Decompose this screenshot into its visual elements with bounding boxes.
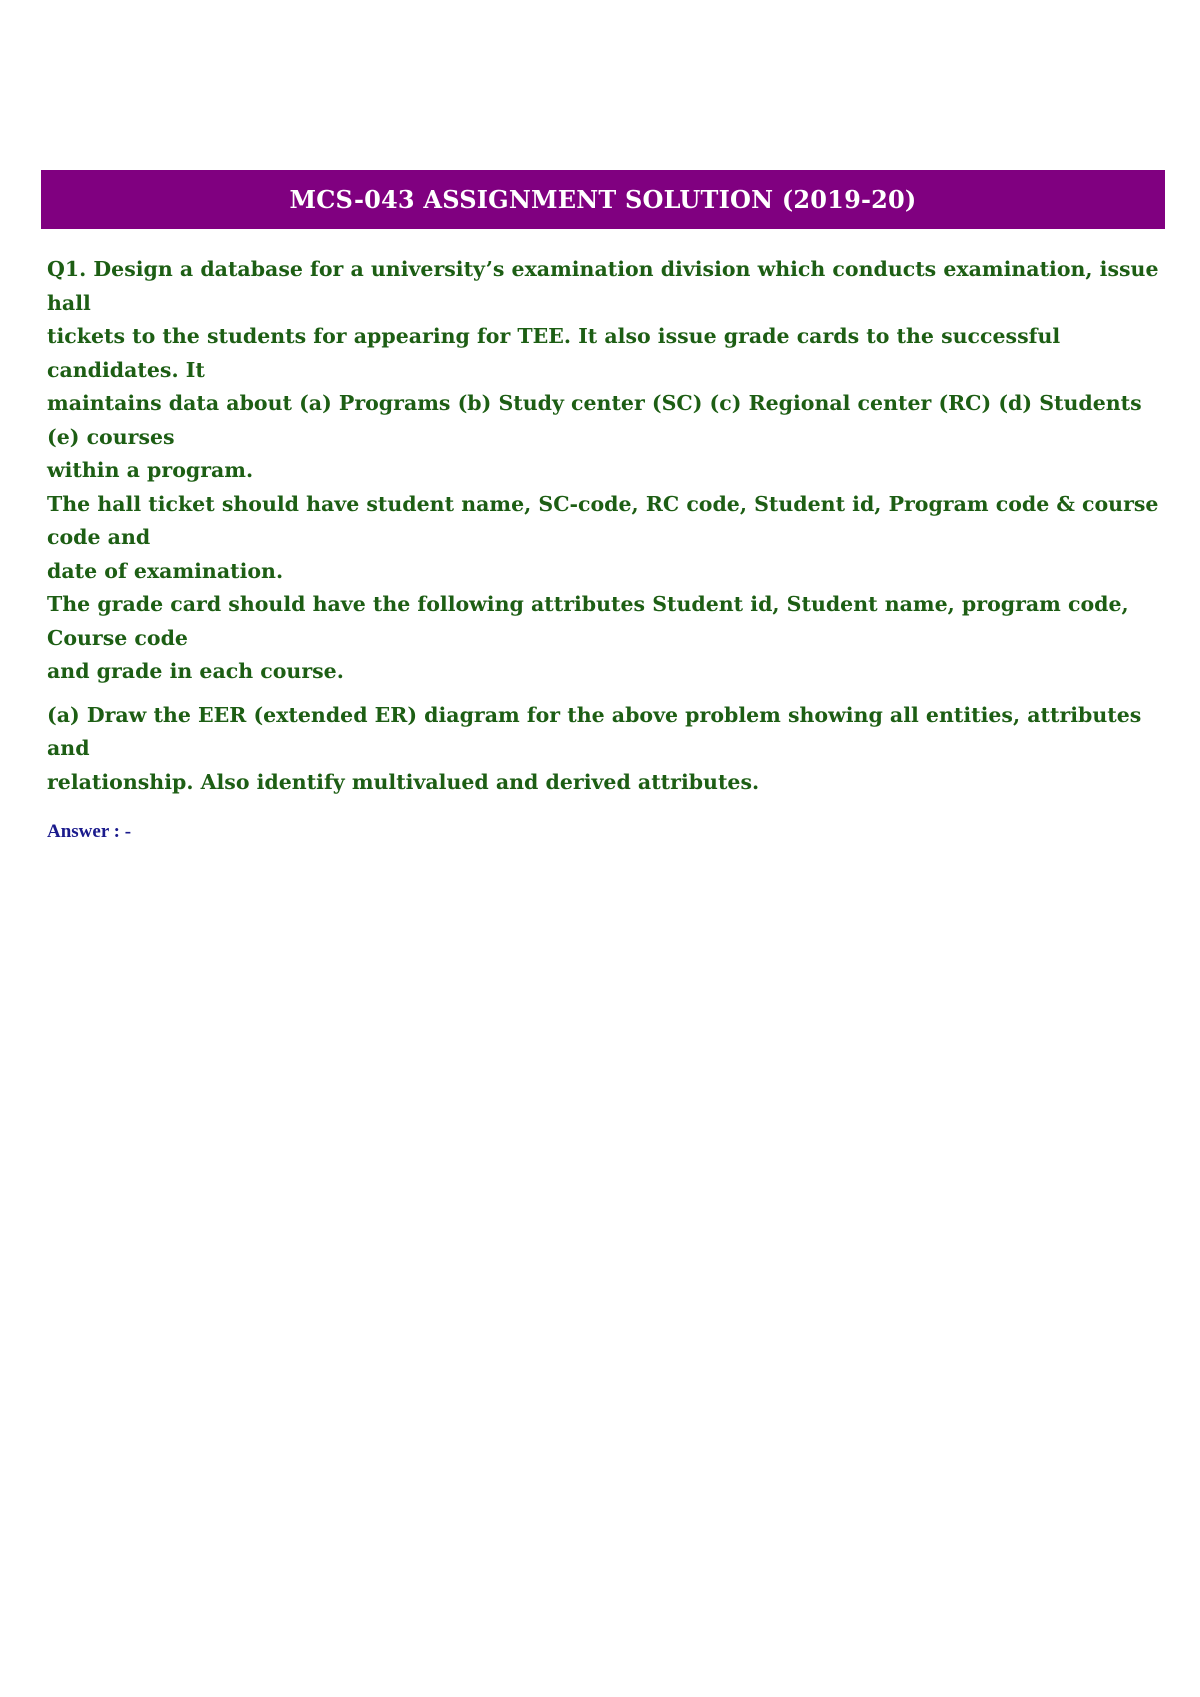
question-paragraph-2: The hall ticket should have student name, SC-code, RC code, Student id, Program code & course code and date of examination. <box>47 491 1159 583</box>
page-title: MCS-043 ASSIGNMENT SOLUTION (2019-20) <box>289 185 917 214</box>
answer-label: Answer : - <box>47 821 132 842</box>
title-banner <box>41 170 1165 229</box>
question-paragraph-1: Q1. Design a database for a university’s examination division which conducts examination, issue hall tickets to the students for appearing for TEE. It also issue grade cards to the successful candidates. It maintains data about (a) Programs (b) Study center (SC) (c) Regional center (RC) (d) Students (e) courses within a program. <box>47 257 1159 482</box>
sub-question-a: (a) Draw the EER (extended ER) diagram for the above problem showing all entities, attributes and relationship. Also identify multivalued and derived attributes. <box>47 702 1142 794</box>
question-section <box>47 253 1165 843</box>
question-paragraph-3: The grade card should have the following attributes Student id, Student name, program code, Course code and grade in each course. <box>47 592 1129 683</box>
